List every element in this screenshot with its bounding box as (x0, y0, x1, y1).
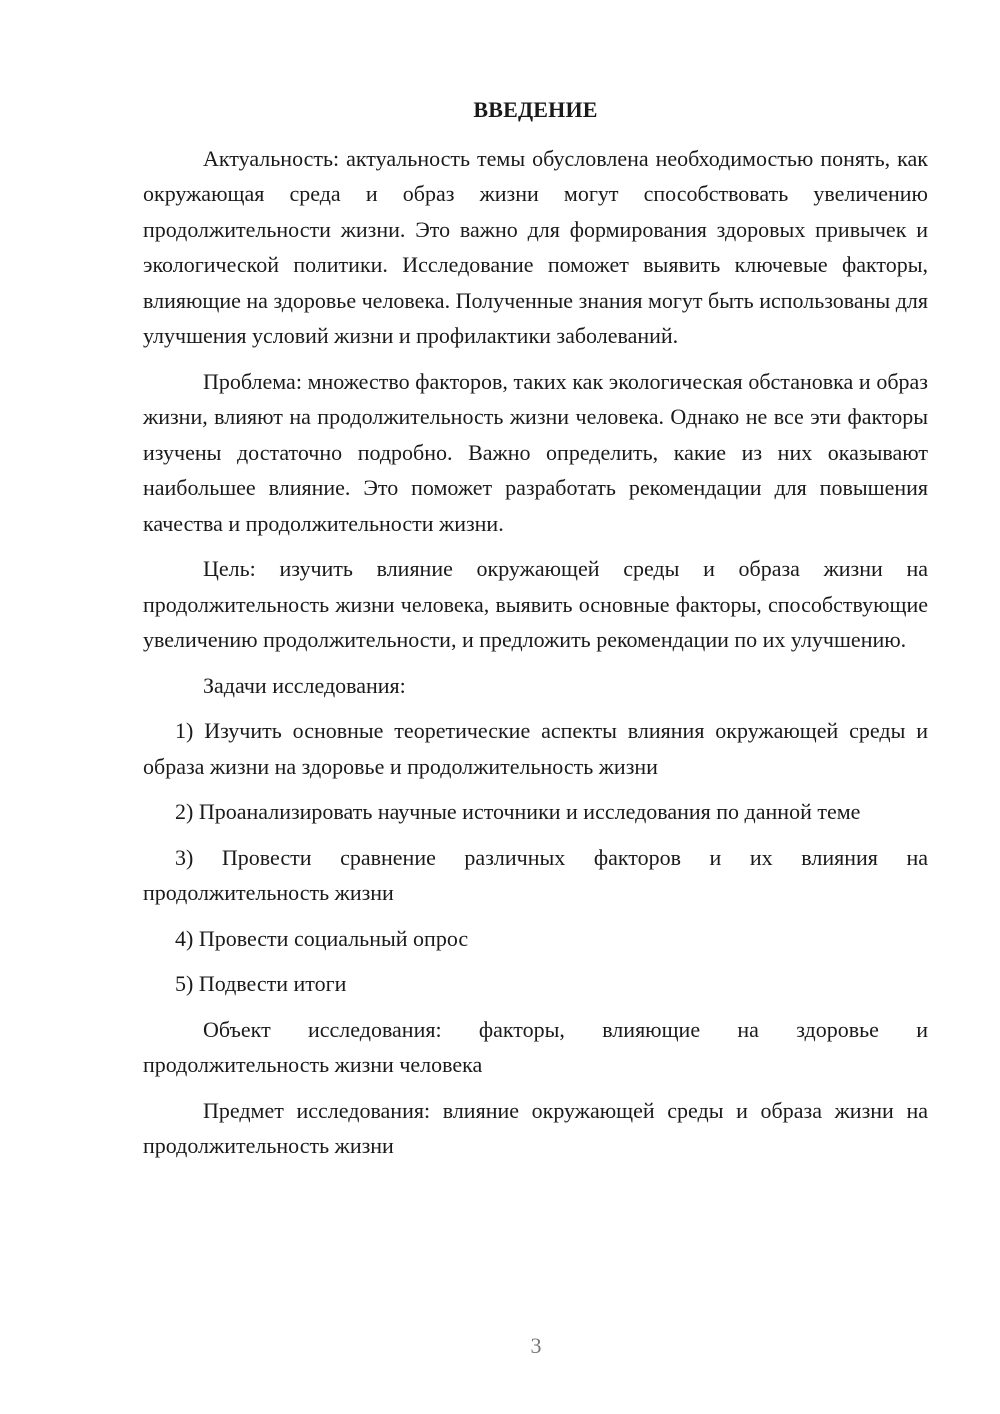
research-object-paragraph: Объект исследования: факторы, влияющие на здоровье и продолжительность жизни человека (143, 1016, 928, 1077)
task-item: 5) Подвести итоги (175, 971, 347, 996)
goal-paragraph: Цель: изучить влияние окружающей среды и образа жизни на продолжительность жизни человека, выявить основные факторы, способствующие увеличению продолжительности, и предложить рекомендации по их улучшению. (143, 556, 928, 652)
document-page (143, 92, 928, 1174)
task-item: 2) Проанализировать научные источники и исследования по данной теме (175, 799, 861, 824)
problem-paragraph: Проблема: множество факторов, таких как экологическая обстановка и образ жизни, влияют на продолжительность жизни человека. Однако не все эти факторы изучены достаточно подробно. Важно определить, какие из них оказывают наибольшее влияние. Это поможет разработать рекомендации для повышения качества и продолжительности жизни. (143, 368, 928, 536)
research-subject-paragraph: Предмет исследования: влияние окружающей среды и образа жизни на продолжительность жизни (143, 1097, 928, 1158)
page-title: ВВЕДЕНИЕ (473, 97, 598, 122)
tasks-heading: Задачи исследования: (203, 672, 406, 698)
page-number: 3 (530, 1333, 542, 1358)
task-item: 3) Провести сравнение различных факторов и их влияния на продолжительность жизни (143, 844, 928, 905)
relevance-paragraph: Актуальность: актуальность темы обусловлена необходимостью понять, как окружающая среда и образ жизни могут способствовать увеличению продолжительности жизни. Это важно для формирования здоровых привычек и экологической политики. Исследование поможет выявить ключевые факторы, влияющие на здоровье человека. Полученные знания могут быть использованы для улучшения условий жизни и профилактики заболеваний. (143, 145, 928, 348)
task-item: 4) Провести социальный опрос (175, 925, 469, 951)
task-item: 1) Изучить основные теоретические аспекты влияния окружающей среды и образа жизни на здоровье и продолжительность жизни (143, 718, 928, 779)
